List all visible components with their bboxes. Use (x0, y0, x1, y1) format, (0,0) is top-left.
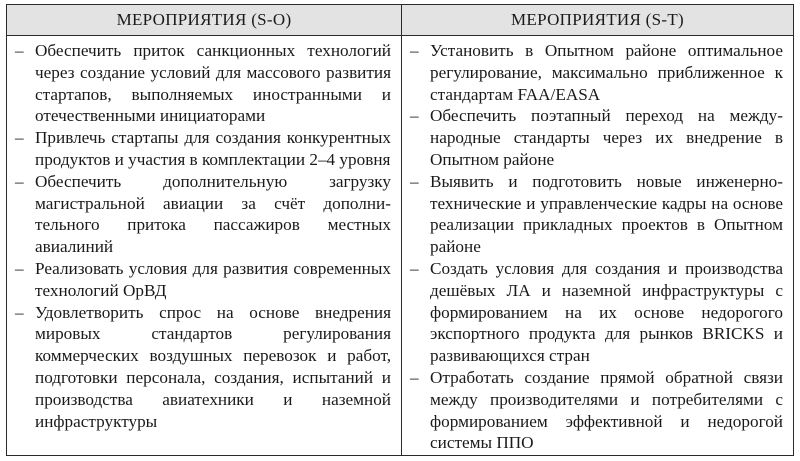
so-item-text: Реализовать условия для развития современных технологий ОрВД (35, 258, 391, 300)
bullet-dash: – (15, 41, 24, 60)
bullet-dash: – (410, 171, 419, 191)
st-item (410, 171, 783, 258)
st-item (410, 367, 783, 454)
bullet-dash: – (15, 302, 24, 322)
bullet-dash: – (410, 106, 419, 126)
so-item (15, 302, 391, 433)
measures-table (6, 4, 794, 456)
bullet-dash: – (410, 41, 419, 60)
so-item-text: Привлечь стартапы для создания конкурентных продуктов и участия в комплектации 2–4 уровня (35, 128, 391, 169)
st-item-text: Отработать создание прямой обратной связи между производителями и потребителями с формированием эффективной и недорогой системы ППО (430, 367, 783, 453)
so-item (15, 258, 391, 302)
bullet-dash: – (15, 128, 24, 148)
st-item (410, 40, 783, 105)
so-item (15, 40, 391, 127)
header-st: МЕРОПРИЯТИЯ (S-T) (402, 5, 793, 36)
so-item (15, 171, 391, 258)
so-item-text: Обеспечить приток санкционных технологий через создание условий для массового развития стартапов, выполняемых иностранными и отечественными инициаторами (35, 41, 391, 126)
header-so: МЕРОПРИЯТИЯ (S-O) (7, 5, 402, 36)
bullet-dash: – (410, 258, 419, 278)
st-item (410, 105, 783, 170)
st-column (402, 36, 793, 455)
bullet-dash: – (410, 367, 419, 387)
so-item-text: Обеспечить дополнительную загрузку магистральной авиации за счёт дополнительного притока пассажиров местных авиалиний (35, 171, 391, 257)
st-item-text: Обеспечить поэтапный переход на международные стандарты через их внедрение в Опытном районе (430, 106, 783, 169)
so-item-text: Удовлетворить спрос на основе внедрения мировых стандартов регулирования коммерческих воздушных перевозок и работ, подготовки персонала, создания, испытаний и производства авиатехники и наземной инфраструктуры (35, 302, 391, 431)
st-item-text: Выявить и подготовить новые инженерно-технические и управленческие кадры на основе реализации прикладных проектов в Опытном районе (430, 171, 783, 257)
st-item-text: Установить в Опытном районе оптимальное регулирование, максимально приближенное к стандартам FAA/EASA (430, 41, 783, 104)
so-item (15, 127, 391, 171)
bullet-dash: – (15, 258, 24, 278)
bullet-dash: – (15, 171, 24, 191)
st-item-text: Создать условия для создания и производства дешёвых ЛА и наземной инфраструктуры с формированием на их основе недорогого экспортного продукта для рынков BRICKS и развивающихся стран (430, 258, 783, 366)
so-column (7, 36, 402, 455)
st-item (410, 258, 783, 367)
